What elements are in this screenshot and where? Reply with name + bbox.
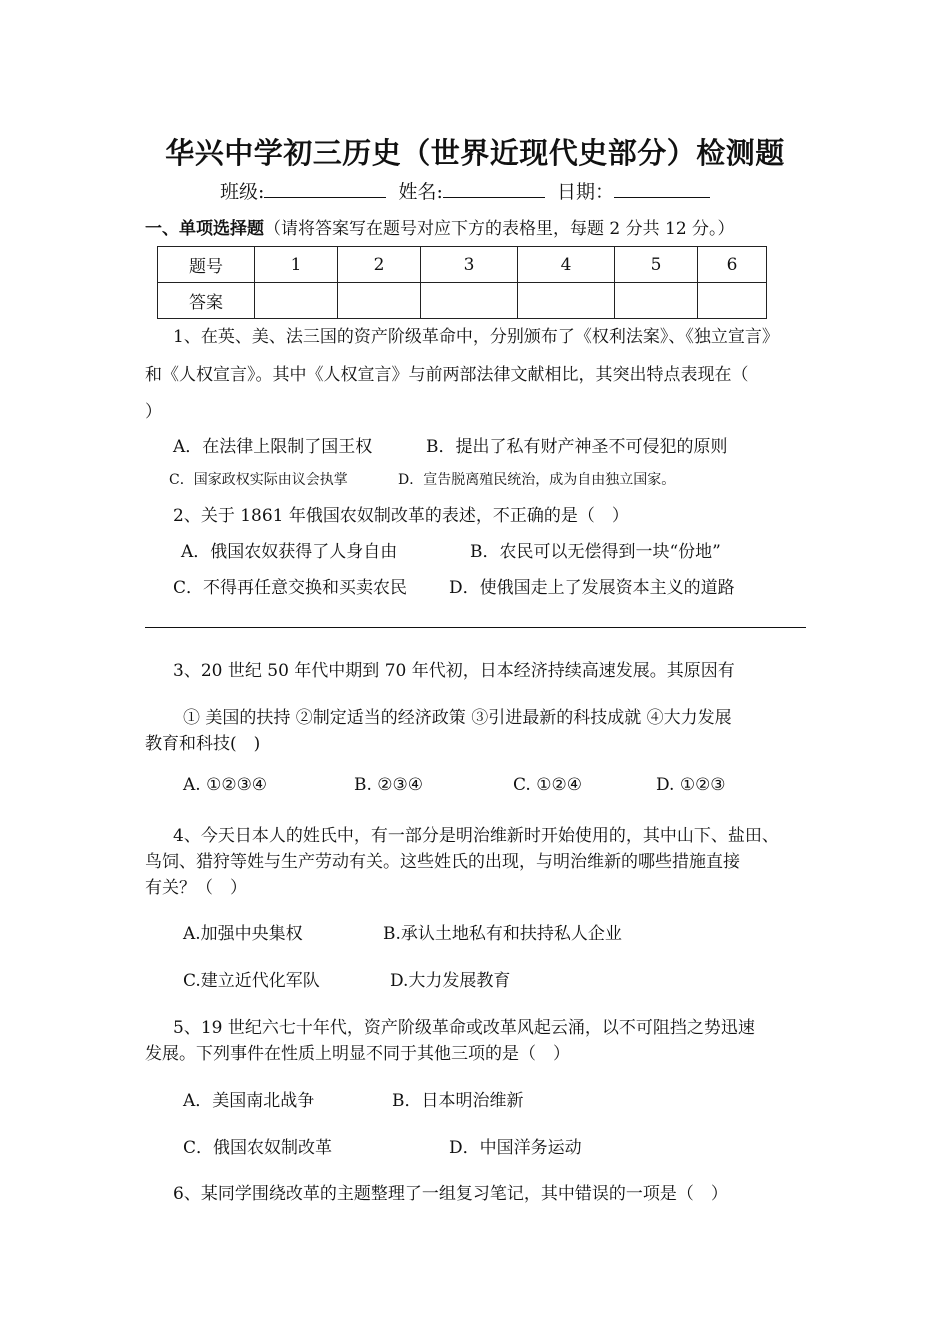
question-number-cell: 1 bbox=[255, 247, 338, 283]
question-number-cell: 2 bbox=[338, 247, 421, 283]
answer-table bbox=[157, 246, 767, 319]
q4-option-a: A.加强中央集权 bbox=[183, 924, 303, 944]
answer-cell[interactable] bbox=[615, 283, 698, 319]
name-blank[interactable] bbox=[443, 177, 545, 198]
q1-option-a: A．在法律上限制了国王权 bbox=[173, 437, 373, 457]
q4-option-c: C.建立近代化军队 bbox=[183, 971, 320, 991]
answer-cell[interactable] bbox=[255, 283, 338, 319]
answer-cell[interactable] bbox=[698, 283, 767, 319]
q1-option-c: C．国家政权实际由议会执掌 bbox=[169, 472, 348, 488]
q2-option-a: A．俄国农奴获得了人身自由 bbox=[181, 542, 398, 562]
q6-stem: 6、某同学围绕改革的主题整理了一组复习笔记，其中错误的一项是（ ） bbox=[173, 1184, 728, 1204]
q1-line1: 1、在英、美、法三国的资产阶级革命中，分别颁布了《权利法案》、《独立宣言》 bbox=[173, 327, 779, 347]
q4-line2: 鸟饲、猎狩等姓与生产劳动有关。这些姓氏的出现，与明治维新的哪些措施直接 bbox=[145, 852, 740, 872]
answer-cell[interactable] bbox=[518, 283, 615, 319]
q5-line2: 发展。下列事件在性质上明显不同于其他三项的是（ ） bbox=[145, 1044, 570, 1064]
q1-line3: ） bbox=[145, 402, 162, 422]
date-blank[interactable] bbox=[614, 177, 710, 198]
q3-stem: 3、20 世纪 50 年代中期到 70 年代初，日本经济持续高速发展。其原因有 bbox=[173, 661, 735, 681]
page-title: 华兴中学初三历史（世界近现代史部分）检测题 bbox=[165, 136, 785, 170]
answer-table-header-row bbox=[158, 247, 767, 283]
answer-label: 答案 bbox=[158, 283, 255, 319]
q2-option-b: B．农民可以无偿得到一块“份地” bbox=[470, 542, 721, 562]
q3-line2: ① 美国的扶持 ②制定适当的经济政策 ③引进最新的科技成就 ④大力发展 bbox=[183, 708, 732, 728]
section-title: 一、单项选择题 bbox=[145, 219, 264, 239]
answer-cell[interactable] bbox=[338, 283, 421, 319]
q3-line3: 教育和科技( ) bbox=[145, 734, 261, 754]
question-number-cell: 6 bbox=[698, 247, 767, 283]
q3-option-d: D. ①②③ bbox=[656, 775, 726, 795]
q4-option-b: B.承认土地私有和扶持私人企业 bbox=[383, 924, 622, 944]
q4-line3: 有关？（ ） bbox=[145, 878, 247, 898]
q4-line1: 4、今天日本人的姓氏中，有一部分是明治维新时开始使用的，其中山下、盐田、 bbox=[173, 826, 779, 846]
class-blank[interactable] bbox=[264, 177, 386, 198]
q5-option-a: A．美国南北战争 bbox=[183, 1091, 315, 1111]
q2-option-d: D．使俄国走上了发展资本主义的道路 bbox=[449, 578, 735, 598]
q5-option-b: B．日本明治维新 bbox=[392, 1091, 524, 1111]
q5-option-d: D．中国洋务运动 bbox=[449, 1138, 582, 1158]
q2-option-c: C．不得再任意交换和买卖农民 bbox=[173, 578, 408, 598]
q4-option-d: D.大力发展教育 bbox=[390, 971, 511, 991]
q5-option-c: C．俄国农奴制改革 bbox=[183, 1138, 333, 1158]
q1-line2: 和《人权宣言》。其中《人权宣言》与前两部法律文献相比，其突出特点表现在（ bbox=[145, 365, 749, 385]
divider-line bbox=[145, 627, 806, 628]
answer-cell[interactable] bbox=[421, 283, 518, 319]
q3-option-c: C. ①②④ bbox=[513, 775, 582, 795]
student-info-line bbox=[220, 177, 710, 204]
class-label: 班级: bbox=[220, 181, 265, 203]
q3-option-a: A. ①②③④ bbox=[183, 775, 268, 795]
question-number-cell: 3 bbox=[421, 247, 518, 283]
name-label: 姓名: bbox=[398, 181, 443, 203]
answer-table-answer-row bbox=[158, 283, 767, 319]
q1-option-b: B．提出了私有财产神圣不可侵犯的原则 bbox=[426, 437, 728, 457]
section-note: （请将答案写在题号对应下方的表格里，每题 2 分共 12 分。） bbox=[264, 219, 735, 239]
date-label: 日期： bbox=[557, 181, 615, 203]
q5-line1: 5、19 世纪六七十年代，资产阶级革命或改革风起云涌，以不可阻挡之势迅速 bbox=[173, 1018, 755, 1038]
section-heading bbox=[145, 214, 735, 239]
question-number-cell: 5 bbox=[615, 247, 698, 283]
q3-option-b: B. ②③④ bbox=[354, 775, 424, 795]
question-number-cell: 4 bbox=[518, 247, 615, 283]
question-number-label: 题号 bbox=[158, 247, 255, 283]
q2-stem: 2、关于 1861 年俄国农奴制改革的表述，不正确的是（ ） bbox=[173, 506, 629, 526]
q1-option-d: D．宣告脱离殖民统治，成为自由独立国家。 bbox=[398, 472, 676, 488]
